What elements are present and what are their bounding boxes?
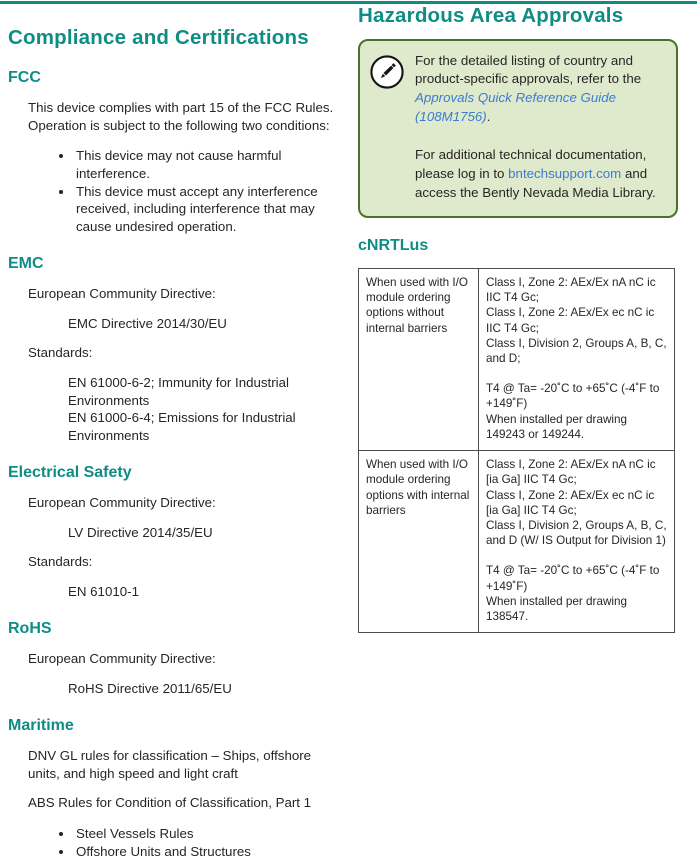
fcc-heading: FCC: [8, 68, 41, 86]
electrical-directive-value: LV Directive 2014/35/EU: [68, 524, 213, 540]
rohs-heading: RoHS: [8, 619, 52, 637]
approvals-cell: [479, 451, 675, 633]
right-column: [358, 0, 678, 860]
bullet-item: • Steel Vessels Rules: [74, 825, 344, 843]
bullet-item: • This device must accept any interference received, including interference that may cause undesired operation.: [74, 183, 344, 236]
rohs-directive-label: European Community Directive:: [28, 651, 216, 667]
note-text: [415, 52, 664, 203]
install-note: When installed per drawing 149243 or 149244.: [486, 412, 627, 441]
maritime-dnv-paragraph: DNV GL rules for classification – Ships, offshore units, and high speed and light craft: [28, 747, 312, 781]
note-text-segment: For the detailed listing of country and product-specific approvals, refer to the: [415, 52, 642, 87]
note-text-segment: .: [486, 109, 491, 125]
top-rule: [0, 1, 697, 4]
hazardous-area-title: Hazardous Area Approvals: [358, 4, 624, 27]
cert-line: Class I, Zone 2: AEx/Ex nA nC ic [ia Ga] IIC T4 Gc;: [486, 458, 656, 487]
emc-directive-label: European Community Directive:: [28, 286, 216, 302]
emc-standard: EN 61000-6-2; Immunity for Industrial Environments: [68, 375, 289, 408]
rohs-directive-value: RoHS Directive 2011/65/EU: [68, 680, 232, 696]
approvals-guide-link[interactable]: Approvals Quick Reference Guide (108M1756): [415, 90, 617, 125]
condition-cell: When used with I/O module ordering options with internal barriers: [359, 451, 479, 633]
emc-standard: EN 61000-6-4; Emissions for Industrial Environments: [68, 410, 296, 444]
emc-heading: EMC: [8, 254, 44, 272]
compliance-title: Compliance and Certifications: [8, 26, 309, 49]
note-callout: [358, 39, 678, 218]
note-paragraph-2: [415, 146, 664, 203]
cert-line: Class I, Division 2, Groups A, B, C, and D (W/ IS Output for Division 1): [486, 518, 667, 548]
install-note: When installed per drawing 138547.: [486, 594, 627, 623]
condition-cell: When used with I/O module ordering options without internal barriers: [359, 269, 479, 451]
fcc-bullet-list: [8, 147, 344, 235]
maritime-heading: Maritime: [8, 716, 74, 734]
cert-line: Class I, Zone 2: AEx/Ex ec nC ic [ia Ga] IIC T4 Gc;: [486, 488, 655, 517]
table-row: [359, 451, 675, 633]
bullet-item: • Offshore Units and Structures: [74, 843, 344, 860]
maritime-bullet-list: [8, 825, 344, 860]
cnrtlus-approvals-table: [358, 268, 675, 633]
approvals-cell: [479, 269, 675, 451]
emc-directive-value: EMC Directive 2014/30/EU: [68, 315, 227, 331]
fcc-intro: This device complies with part 15 of the FCC Rules. Operation is subject to the following two conditions:: [28, 99, 334, 133]
cert-line: Class I, Zone 2: AEx/Ex ec nC ic IIC T4 Gc;: [486, 306, 655, 335]
left-column: [8, 0, 358, 860]
note-text-segment: For additional technical documentation, please log in to: [415, 147, 647, 181]
cert-line: Class I, Zone 2: AEx/Ex nA nC ic IIC T4 Gc;: [486, 276, 656, 305]
note-paragraph-1: [415, 52, 664, 128]
electrical-safety-heading: Electrical Safety: [8, 463, 132, 481]
cert-line: Class I, Division 2, Groups A, B, C, and D;: [486, 336, 667, 366]
pencil-icon: [369, 54, 405, 95]
emc-standards-label: Standards:: [28, 345, 93, 361]
temperature-rating: T4 @ Ta= -20˚C to +65˚C (-4˚F to +149˚F): [486, 564, 660, 593]
note-text-segment: and access the Bently Nevada Media Library.: [415, 165, 656, 200]
cnrtlus-heading: cNRTLus: [358, 236, 429, 254]
temperature-rating: T4 @ Ta= -20˚C to +65˚C (-4˚F to +149˚F): [486, 382, 660, 411]
bntechsupport-link[interactable]: bntechsupport.com: [508, 165, 622, 181]
electrical-standards-label: Standards:: [28, 554, 93, 570]
maritime-abs-paragraph: ABS Rules for Condition of Classification, Part 1: [28, 795, 312, 811]
electrical-directive-label: European Community Directive:: [28, 495, 216, 511]
table-row: [359, 269, 675, 451]
electrical-standard: EN 61010-1: [68, 584, 139, 600]
bullet-item: • This device may not cause harmful interference.: [74, 147, 344, 182]
